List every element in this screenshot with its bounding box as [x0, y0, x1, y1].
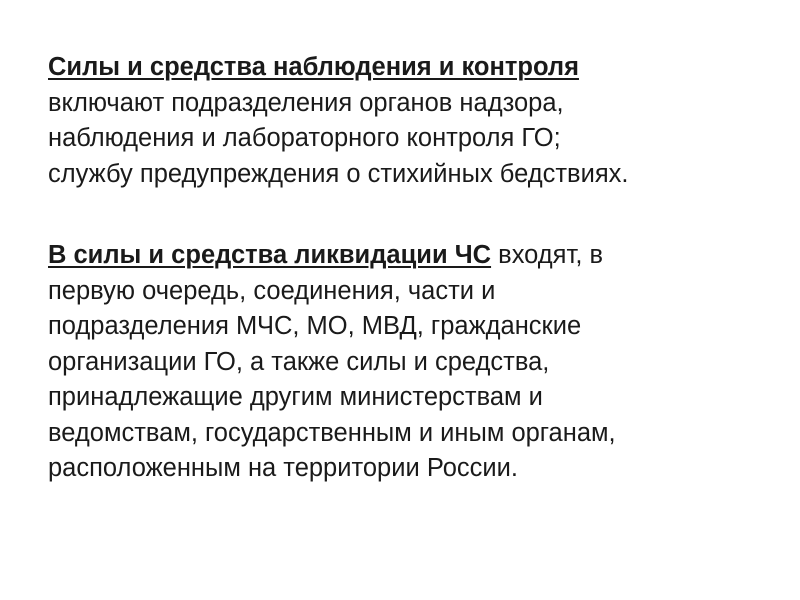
- paragraph-text: подразделения МЧС, МО, МВД, гражданские: [48, 312, 582, 340]
- observation-forces-heading: Силы и средства наблюдения и контроля: [48, 53, 579, 81]
- paragraph-line: [48, 345, 768, 381]
- emergency-response-forces-paragraph: [48, 238, 768, 487]
- paragraph-line: [48, 274, 768, 310]
- paragraph-line: [48, 50, 768, 86]
- paragraph-line: [48, 380, 768, 416]
- paragraph-text: включают подразделения органов надзора,: [48, 88, 564, 117]
- paragraph-text: ведомствам, государственным и иным органам,: [48, 418, 616, 447]
- paragraph-text: входят, в: [491, 241, 604, 269]
- observation-forces-paragraph: [48, 50, 768, 192]
- paragraph-text: принадлежащие другим министерствам и: [48, 383, 543, 411]
- paragraph-text: первую очередь, соединения, части и: [48, 276, 496, 305]
- paragraph-line: [48, 121, 768, 157]
- paragraph-text: наблюдения и лабораторного контроля ГО;: [48, 124, 561, 152]
- paragraph-text: организации ГО, а также силы и средства,: [48, 347, 550, 376]
- paragraph-line: [48, 238, 768, 274]
- paragraph-line: [48, 416, 768, 452]
- emergency-response-forces-heading: В силы и средства ликвидации ЧС: [48, 241, 492, 269]
- paragraph-line: [48, 86, 768, 122]
- paragraph-line: [48, 309, 768, 345]
- paragraph-text: службу предупреждения о стихийных бедствиях.: [48, 159, 629, 188]
- paragraph-text: расположенным на территории России.: [48, 454, 518, 482]
- paragraph-line: [48, 451, 768, 487]
- paragraph-line: [48, 157, 768, 193]
